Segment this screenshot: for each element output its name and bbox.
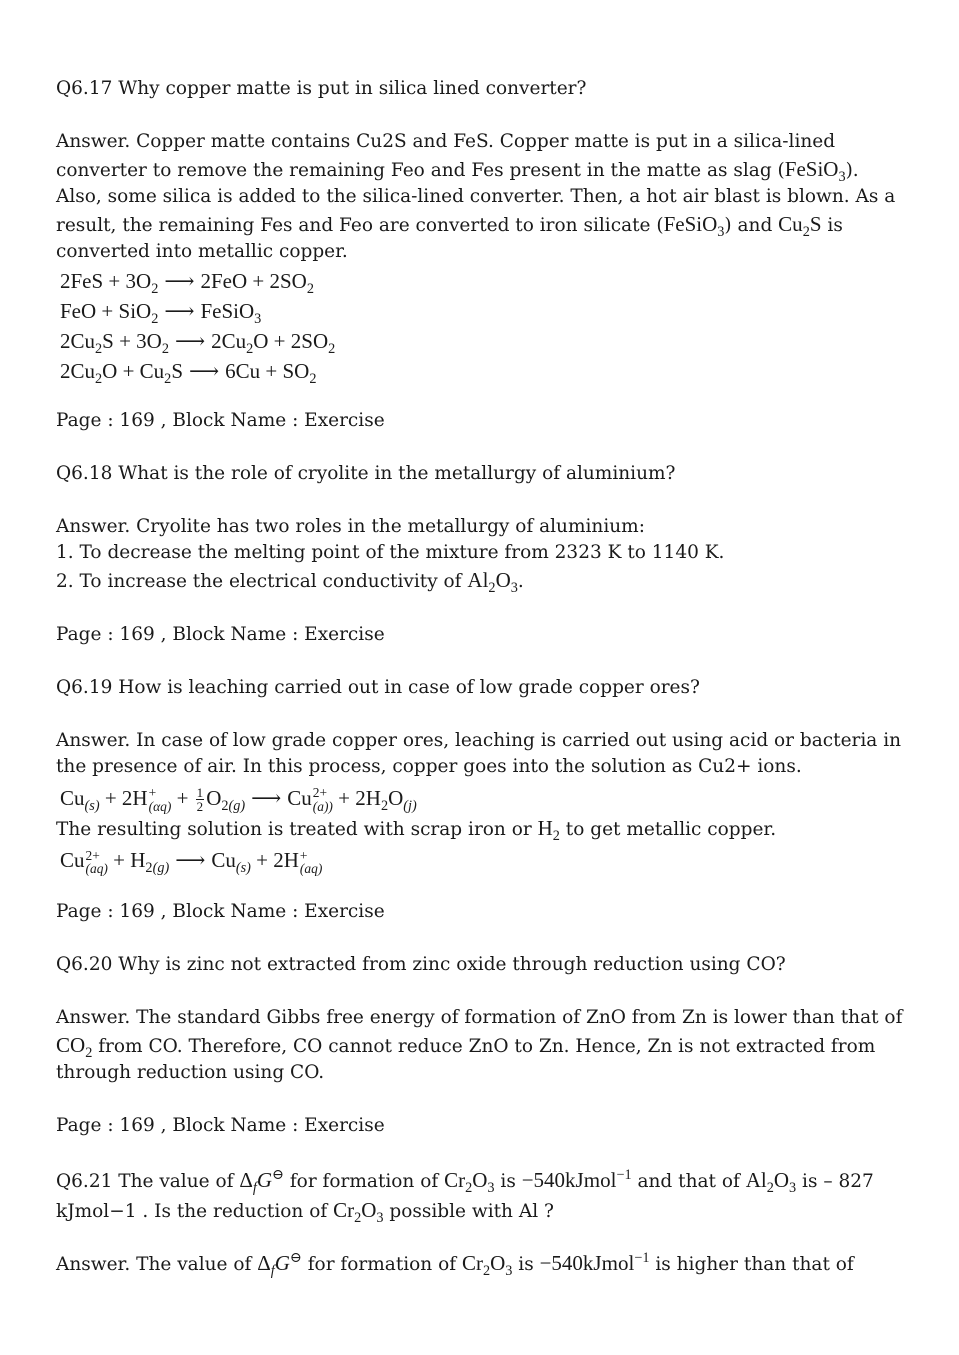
- answer-6-19: Answer. In case of low grade copper ores, leaching is carried out using acid or bacteria in the presence of air. In this process, copper goes into the solution as Cu2+ ions.: [56, 729, 902, 777]
- equation-fes-oxidation: $2FeS + 3O_2$ ⟶ $2FeO + 2SO_2$: [60, 268, 314, 297]
- document-body: [56, 76, 906, 1279]
- answer-6-19-result: The resulting solution is treated with scrap iron or $H_2$ to get metallic copper.: [56, 815, 777, 844]
- equation-slag-formation: FeO + SiO$_2$ ⟶ FeSiO$_3$: [60, 298, 262, 327]
- page-reference: Page : 169 , Block Name : Exercise: [56, 1115, 385, 1136]
- answer-6-18-point-2: 2. To increase the electrical conductivity of $Al_2O_3$.: [56, 567, 524, 596]
- page-reference: Page : 169 , Block Name : Exercise: [56, 623, 385, 645]
- page-reference: Page : 169 , Block Name : Exercise: [56, 901, 385, 922]
- answer-6-18-point-1: 1. To decrease the melting point of the mixture from 2323 K to 1140 K.: [56, 542, 725, 563]
- question-6-19: Q6.19 How is leaching carried out in case of low grade copper ores?: [56, 676, 700, 698]
- answer-6-18-intro: Answer. Cryolite has two roles in the metallurgy of aluminium:: [56, 515, 645, 537]
- answer-6-20: Answer. The standard Gibbs free energy of formation of ZnO from Zn is lower than that of $CO_2$ from CO. Therefore, CO cannot reduce ZnO to Zn. Hence, Zn is not extracted from through reduction using CO.: [56, 1007, 903, 1083]
- page-reference: Page : 169 , Block Name : Exercise: [56, 409, 385, 431]
- answer-6-17: Answer. Copper matte contains Cu2S and FeS. Copper matte is put in a silica-lined converter to remove the remaining Feo and Fes present in the matte as slag (FeSiO$_3$). Also, some silica is added to the silica-lined converter. Then, a hot air blast is blown. As a result, the remaining Fes and Feo are converted to iron silicate (FeSiO$_3$) and $Cu_2S$ is converted into metallic copper.: [56, 131, 896, 262]
- equation-copper-recovery: Cu 2+ (aq) + $H_{2(g)}$ ⟶ $Cu_{(s)} + 2H$ + (aq): [60, 847, 323, 877]
- answer-6-21: Answer. The value of $\Delta_fG^⊖$ for formation of $Cr_2O_3$ is −540kJmol$^{-1}$ is higher than that of: [56, 1250, 854, 1280]
- question-6-18: Q6.18 What is the role of cryolite in the metallurgy of aluminium?: [56, 462, 676, 484]
- question-6-21: Q6.21 The value of $\Delta_fG^⊖$ for formation of $Cr_2O_3$ is −540kJmol$^{-1}$ and that of $Al_2O_3$ is – 827 kJmol−1 . Is the reduction of $Cr_2O_3$ possible with Al ?: [56, 1167, 874, 1227]
- equation-copper-formation: $2Cu_2O + Cu_2S$ ⟶ $6Cu + SO_2$: [60, 358, 317, 387]
- equation-cu2s-oxidation: $2Cu_2S + 3O_2$ ⟶ $2Cu_2O + 2SO_2$: [60, 328, 336, 357]
- equation-leaching: $Cu_{(s)} + 2H$ + (αq) + $\frac{1}{2}$ $O_{2(g)}$ ⟶ Cu 2+ (a)) + $2H_2O_{(j)}$: [60, 784, 417, 815]
- question-6-20: Q6.20 Why is zinc not extracted from zinc oxide through reduction using CO?: [56, 954, 786, 975]
- question-6-17: Q6.17 Why copper matte is put in silica lined converter?: [56, 78, 587, 99]
